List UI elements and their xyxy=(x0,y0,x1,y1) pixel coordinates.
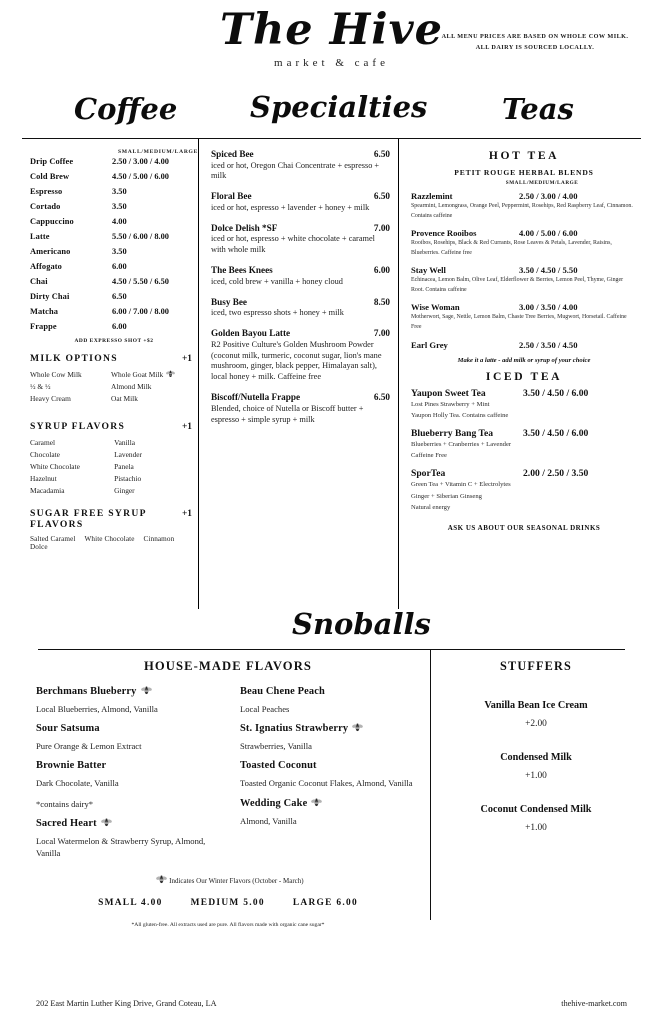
sugar-free-upcharge: +1 xyxy=(181,508,192,519)
hot-tea-item-name: Razzlemint xyxy=(411,191,453,201)
hot-tea-item-desc: Rooibos, Rosehips, Black & Red Currants, Rose Leaves & Petals, Lavender, Raisins, Blueberries. Caffeine free xyxy=(411,240,612,256)
milk-options-list xyxy=(30,369,192,405)
coffee-item-price: 6.50 xyxy=(112,292,127,301)
specialty-item-desc: iced or hot, espresso + lavender + honey + milk xyxy=(211,202,370,212)
snoball-flavor-name: Brownie Batter xyxy=(36,760,107,772)
specialty-item-desc: iced or hot, Oregon Chai Concentrate + espresso + milk xyxy=(211,160,380,181)
snoball-sizes-line xyxy=(36,898,420,908)
hot-tea-item-name: Earl Grey xyxy=(411,339,448,350)
hot-tea-item-head xyxy=(411,191,637,201)
bee-icon-svg xyxy=(156,875,167,884)
specialty-item-name: Floral Bee xyxy=(211,191,252,202)
specialty-item-head xyxy=(211,328,390,338)
snoball-flavor-name: Berchmans Blueberry xyxy=(36,686,228,697)
coffee-item-price: 2.50 / 3.00 / 4.00 xyxy=(112,157,169,166)
specialty-item-name: Dolce Delish *SF xyxy=(211,222,278,233)
coffee-item xyxy=(30,263,192,271)
section-title-coffee: Coffee xyxy=(74,92,178,126)
specialty-item-price: 6.50 xyxy=(373,149,390,159)
hot-tea-item-price: 3.00 / 3.50 / 4.00 xyxy=(519,302,578,313)
house-made-flavors-title: HOUSE-MADE FLAVORS xyxy=(143,659,312,673)
stuffer-price: +2.00 xyxy=(525,719,547,729)
specialty-item-name: Spiced Bee xyxy=(211,149,254,159)
coffee-item-name: Drip Coffee xyxy=(30,157,74,166)
syrup-flavor: Lavender xyxy=(114,449,143,459)
menu-columns xyxy=(22,139,641,609)
coffee-item-name: Cappuccino xyxy=(30,217,74,226)
specialty-item xyxy=(211,297,390,319)
iced-tea-item-price: 2.00 / 2.50 / 3.50 xyxy=(523,468,589,480)
coffee-item-price: 5.50 / 6.00 / 8.00 xyxy=(112,232,169,241)
coffee-item-name: Cortado xyxy=(30,202,61,211)
bee-icon xyxy=(166,370,175,378)
milk-option: Whole Cow Milk xyxy=(30,370,82,379)
iced-tea-item-desc: Green Tea + Vitamin C + Electrolytes xyxy=(411,481,511,489)
syrup-flavor: Ginger xyxy=(114,485,135,495)
coffee-item xyxy=(30,218,192,226)
stuffer-name: Vanilla Bean Ice Cream xyxy=(484,700,588,711)
coffee-item-name: Matcha xyxy=(30,307,59,316)
section-titles xyxy=(22,90,641,136)
iced-tea-item-price: 3.50 / 4.50 / 6.00 xyxy=(523,387,589,399)
coffee-item-price: 4.50 / 5.00 / 6.00 xyxy=(112,172,169,181)
milk-options-title: MILK OPTIONS xyxy=(30,353,118,364)
specialty-item-desc: iced or hot, espresso + white chocolate + caramel with whole milk xyxy=(211,234,375,255)
snoball-flavor-desc: *contains dairy* xyxy=(36,798,94,809)
iced-tea-list xyxy=(411,388,637,514)
specialty-item-head xyxy=(211,149,390,159)
hot-tea-item-price: 4.00 / 5.00 / 6.00 xyxy=(519,228,578,239)
syrup-flavor: Hazelnut xyxy=(30,473,57,483)
snoball-flavor-name: Beau Chene Peach xyxy=(240,686,325,697)
syrup-flavor: Macadamia xyxy=(30,485,65,495)
iced-tea-item-desc: Lost Pines Strawberry + Mint xyxy=(411,400,490,408)
snoball-flavor-desc: Pure Orange & Lemon Extract xyxy=(36,741,142,752)
tea-sizes-header: SMALL/MEDIUM/LARGE xyxy=(505,180,579,186)
iced-tea-item xyxy=(411,428,637,461)
milk-options-left xyxy=(30,369,111,405)
coffee-item-name: Espresso xyxy=(30,187,63,196)
snoball-flavor-name: St. Ignatius Strawberry xyxy=(240,723,420,734)
syrup-flavors-left xyxy=(30,437,114,497)
bee-icon xyxy=(156,875,167,884)
coffee-item-price: 3.50 xyxy=(112,202,127,211)
hot-tea-item xyxy=(411,340,637,350)
snoball-flavor-desc: Local Blueberries, Almond, Vanilla xyxy=(36,704,158,714)
syrup-flavor: Pistachio xyxy=(114,473,142,483)
syrup-flavors-title: SYRUP FLAVORS xyxy=(30,420,126,432)
coffee-item xyxy=(30,233,192,241)
stuffer-name: Condensed Milk xyxy=(500,752,572,763)
coffee-item-name: Americano xyxy=(30,247,71,256)
snoball-fineprint: *All gluten-free. All extracts used are pure. All flavors made with organic cane sugar* xyxy=(131,922,325,929)
winter-flavor-note-text: Indicates Our Winter Flavors (October - March) xyxy=(169,877,304,886)
iced-tea-item xyxy=(411,468,637,513)
iced-tea-item-desc: Caffeine Free xyxy=(411,452,447,460)
flavors-left-column xyxy=(36,686,228,867)
footer-website[interactable]: thehive-market.com xyxy=(561,999,627,1008)
sugar-free-flavor: White Chocolate xyxy=(84,534,135,543)
coffee-item-price: 6.00 xyxy=(112,322,127,331)
stuffer-price: +1.00 xyxy=(525,823,547,833)
syrup-flavor: Chocolate xyxy=(30,449,60,459)
add-espresso-shot-note: ADD EXPRESSO SHOT +$2 xyxy=(74,338,154,344)
hot-tea-item-desc: Motherwort, Sage, Nettle, Lemon Balm, Chaste Tree Berries, Mugwort, Horsetail. Caffeine Free xyxy=(411,314,627,330)
snoball-flavor-desc: Local Peaches xyxy=(240,704,290,714)
syrup-flavor: Vanilla xyxy=(114,437,136,447)
bee-icon-svg xyxy=(101,818,112,827)
iced-tea-item-desc: Yaupon Holly Tea. Contains caffeine xyxy=(411,411,509,419)
iced-tea-item-head xyxy=(411,428,637,439)
hot-tea-item-head xyxy=(411,265,637,275)
specialty-item-price: 6.00 xyxy=(373,265,390,276)
specialty-item-head xyxy=(211,223,390,233)
bee-icon-svg xyxy=(311,798,322,807)
specialty-item-desc: R2 Positive Culture's Golden Mushroom Powder (coconut milk, turmeric, coconut sugar, lion's mane mushroom, ginger, black pepper, Himalayan salt), local honey + milk. Caffeine free xyxy=(211,339,382,382)
stuffer-item xyxy=(437,752,635,781)
milk-option: ½ & ½ xyxy=(30,381,51,391)
coffee-item xyxy=(30,278,192,286)
specialty-item-desc: iced, cold brew + vanilla + honey cloud xyxy=(211,276,343,286)
coffee-item-price: 4.00 xyxy=(112,217,127,226)
coffee-item-list xyxy=(30,158,192,331)
specialty-item xyxy=(211,191,390,213)
hot-tea-item xyxy=(411,191,637,221)
bee-icon xyxy=(101,818,112,827)
coffee-item-name: Frappe xyxy=(30,322,57,331)
specialty-item-head xyxy=(211,191,390,201)
hot-tea-item-name: Provence Rooibos xyxy=(411,228,477,239)
sugar-free-flavor: Salted Caramel xyxy=(30,534,76,543)
coffee-item xyxy=(30,293,192,301)
snoball-flavor-desc: Dark Chocolate, Vanilla xyxy=(36,778,119,789)
sugar-free-flavor: Cinnamon Dolce xyxy=(30,534,175,551)
iced-tea-item-name: SporTea xyxy=(411,468,446,480)
coffee-item-price: 4.50 / 5.50 / 6.50 xyxy=(112,277,169,286)
milk-option: Heavy Cream xyxy=(30,393,71,403)
syrup-flavors-header xyxy=(30,421,192,432)
stuffers-title: STUFFERS xyxy=(500,659,572,673)
iced-tea-item-head xyxy=(411,388,637,399)
brand-tagline: market & cafe xyxy=(274,57,389,70)
specialty-item-price: 8.50 xyxy=(373,296,390,307)
hot-tea-item-head xyxy=(411,340,637,350)
specialty-item xyxy=(211,223,390,256)
snoball-flavor-desc: Toasted Organic Coconut Flakes, Almond, Vanilla xyxy=(240,778,413,789)
coffee-item-price: 6.00 / 7.00 / 8.00 xyxy=(112,307,169,316)
hot-tea-item-head xyxy=(411,302,637,312)
snoball-flavor-name: Sour Satsuma xyxy=(36,723,100,735)
coffee-item xyxy=(30,203,192,211)
iced-tea-title: ICED TEA xyxy=(485,369,563,383)
coffee-item xyxy=(30,173,192,181)
page-footer xyxy=(0,999,663,1008)
specialty-item-price: 6.50 xyxy=(373,392,390,403)
stuffers-list xyxy=(437,700,635,833)
bee-icon-svg xyxy=(352,723,363,732)
hot-tea-subtitle: PETIT ROUGE HERBAL BLENDS xyxy=(454,168,594,177)
milk-option: Whole Goat Milk xyxy=(111,369,192,381)
flavors-right-column xyxy=(228,686,420,867)
iced-tea-item-price: 3.50 / 4.50 / 6.00 xyxy=(523,427,589,439)
section-title-teas: Teas xyxy=(502,92,574,126)
specialty-item-name: The Bees Knees xyxy=(211,265,273,276)
hot-tea-item-price: 2.50 / 3.50 / 4.50 xyxy=(519,339,578,350)
hot-tea-item-desc: Spearmint, Lemongrass, Orange Peel, Peppermint, Rosehips, Red Raspberry Leaf, Cinnamon. Contains caffeine xyxy=(411,203,633,219)
section-title-specialties: Specialties xyxy=(250,90,428,124)
specialty-item-name: Golden Bayou Latte xyxy=(211,328,291,339)
syrup-flavors-upcharge: +1 xyxy=(181,421,192,432)
winter-flavor-note xyxy=(36,875,420,885)
syrup-flavor: White Chocolate xyxy=(30,461,80,471)
iced-tea-item-name: Blueberry Bang Tea xyxy=(411,427,494,439)
brand-title: The Hive xyxy=(220,5,443,55)
sugar-free-title: SUGAR FREE SYRUP FLAVORS xyxy=(30,507,147,530)
coffee-sizes-header: SMALL/MEDIUM/LARGE xyxy=(118,149,199,155)
coffee-column xyxy=(22,139,198,609)
specialty-item-head xyxy=(211,297,390,307)
hot-tea-item-name: Stay Well xyxy=(411,265,446,276)
price-disclaimer: ALL MENU PRICES ARE BASED ON WHOLE COW MILK. ALL DAIRY IS SOURCED LOCALLY. xyxy=(441,33,629,51)
coffee-item xyxy=(30,188,192,196)
milk-options-header xyxy=(30,353,192,364)
latte-note: Make it a latte - add milk or syrup of your choice xyxy=(457,356,591,364)
sugar-free-list xyxy=(30,535,192,551)
specialty-item-head xyxy=(211,265,390,275)
syrup-flavors-list xyxy=(30,437,192,497)
snoball-flavor-desc: Strawberries, Vanilla xyxy=(240,741,312,752)
specialty-item-head xyxy=(211,392,390,402)
hot-tea-list xyxy=(411,191,637,350)
teas-column xyxy=(398,139,641,609)
page-header xyxy=(22,0,641,96)
hot-tea-item-price: 3.50 / 4.50 / 5.50 xyxy=(519,265,578,276)
syrup-flavors-right xyxy=(114,437,192,497)
hot-tea-item-desc: Echinacea, Lemon Balm, Olive Leaf, Elderflower & Berries, Lemon Peel, Thyme, Ginger Root. Contains caffeine xyxy=(411,277,624,293)
seasonal-drinks-note: ASK US ABOUT OUR SEASONAL DRINKS xyxy=(447,524,601,533)
specialty-item-desc: Blended, choice of Nutella or Biscoff butter + espresso + simple syrup + milk xyxy=(211,403,364,424)
iced-tea-item-name: Yaupon Sweet Tea xyxy=(411,387,486,399)
snoballs-section xyxy=(22,650,641,929)
coffee-item-name: Chai xyxy=(30,277,48,286)
house-made-flavors xyxy=(22,650,430,929)
specialty-item xyxy=(211,149,390,182)
section-title-snoballs: Snoballs xyxy=(292,607,431,641)
bee-icon-svg xyxy=(166,370,175,378)
snoball-size: MEDIUM 5.00 xyxy=(190,898,265,909)
hot-tea-item xyxy=(411,302,637,332)
snoballs-title-row xyxy=(22,609,641,649)
specialty-item-desc: iced, two espresso shots + honey + milk xyxy=(211,308,344,318)
footer-address: 202 East Martin Luther King Drive, Grand Coteau, LA xyxy=(36,999,217,1008)
snoball-flavor-name: Wedding Cake xyxy=(240,798,420,809)
snoball-flavor-desc: Almond, Vanilla xyxy=(240,815,297,826)
snoball-flavor-desc: Local Watermelon & Strawberry Syrup, Almond, Vanilla xyxy=(36,835,206,859)
hot-tea-item-head xyxy=(411,228,637,238)
coffee-item-price: 3.50 xyxy=(112,187,127,196)
specialty-item-name: Biscoff/Nutella Frappe xyxy=(211,392,301,403)
specialty-item-price: 7.00 xyxy=(373,222,390,233)
hot-tea-item xyxy=(411,265,637,295)
coffee-item-name: Dirty Chai xyxy=(30,292,70,301)
iced-tea-item-desc: Ginger + Siberian Ginseng xyxy=(411,492,482,500)
specialty-item xyxy=(211,265,390,287)
stuffer-item xyxy=(437,804,635,833)
coffee-item-name: Affogato xyxy=(30,262,62,271)
specialty-item xyxy=(211,328,390,383)
hot-tea-item xyxy=(411,228,637,258)
stuffer-name: Coconut Condensed Milk xyxy=(480,804,592,815)
coffee-item xyxy=(30,308,192,316)
milk-option: Oat Milk xyxy=(111,393,138,403)
hot-tea-title: HOT TEA xyxy=(488,149,560,162)
specialties-column xyxy=(198,139,398,609)
specialty-item-price: 7.00 xyxy=(373,328,390,339)
sugar-free-header xyxy=(30,508,192,530)
coffee-item-price: 3.50 xyxy=(112,247,127,256)
coffee-item-name: Latte xyxy=(30,232,50,241)
coffee-item xyxy=(30,323,192,331)
snoball-flavor-name: Toasted Coconut xyxy=(240,760,317,772)
iced-tea-item-desc: Natural energy xyxy=(411,503,451,511)
snoball-flavor-name: Sacred Heart xyxy=(36,818,228,829)
snoball-size: SMALL 4.00 xyxy=(98,898,163,909)
bee-icon-svg xyxy=(141,686,152,695)
specialties-list xyxy=(211,149,390,426)
stuffer-item xyxy=(437,700,635,729)
bee-icon xyxy=(311,798,322,807)
coffee-item-price: 6.00 xyxy=(112,262,127,271)
iced-tea-item-desc: Blueberries + Cranberries + Lavender xyxy=(411,440,512,448)
bee-icon xyxy=(141,686,152,695)
hot-tea-item-price: 2.50 / 3.00 / 4.00 xyxy=(519,191,578,201)
syrup-flavor: Caramel xyxy=(30,437,56,447)
stuffer-price: +1.00 xyxy=(525,771,547,781)
milk-options-right xyxy=(111,369,192,405)
milk-options-upcharge: +1 xyxy=(181,354,192,364)
hot-tea-item-name: Wise Woman xyxy=(411,302,460,313)
specialty-item-name: Busy Bee xyxy=(211,296,247,307)
iced-tea-item-head xyxy=(411,468,637,479)
stuffers-column xyxy=(430,650,641,920)
iced-tea-item xyxy=(411,388,637,421)
bee-icon xyxy=(352,723,363,732)
milk-option: Almond Milk xyxy=(111,381,152,391)
coffee-item xyxy=(30,248,192,256)
specialty-item-price: 6.50 xyxy=(373,191,390,202)
syrup-flavor: Panela xyxy=(114,461,134,471)
coffee-item-name: Cold Brew xyxy=(30,172,70,181)
snoball-size: LARGE 6.00 xyxy=(292,898,358,909)
specialty-item xyxy=(211,392,390,425)
coffee-item xyxy=(30,158,192,166)
